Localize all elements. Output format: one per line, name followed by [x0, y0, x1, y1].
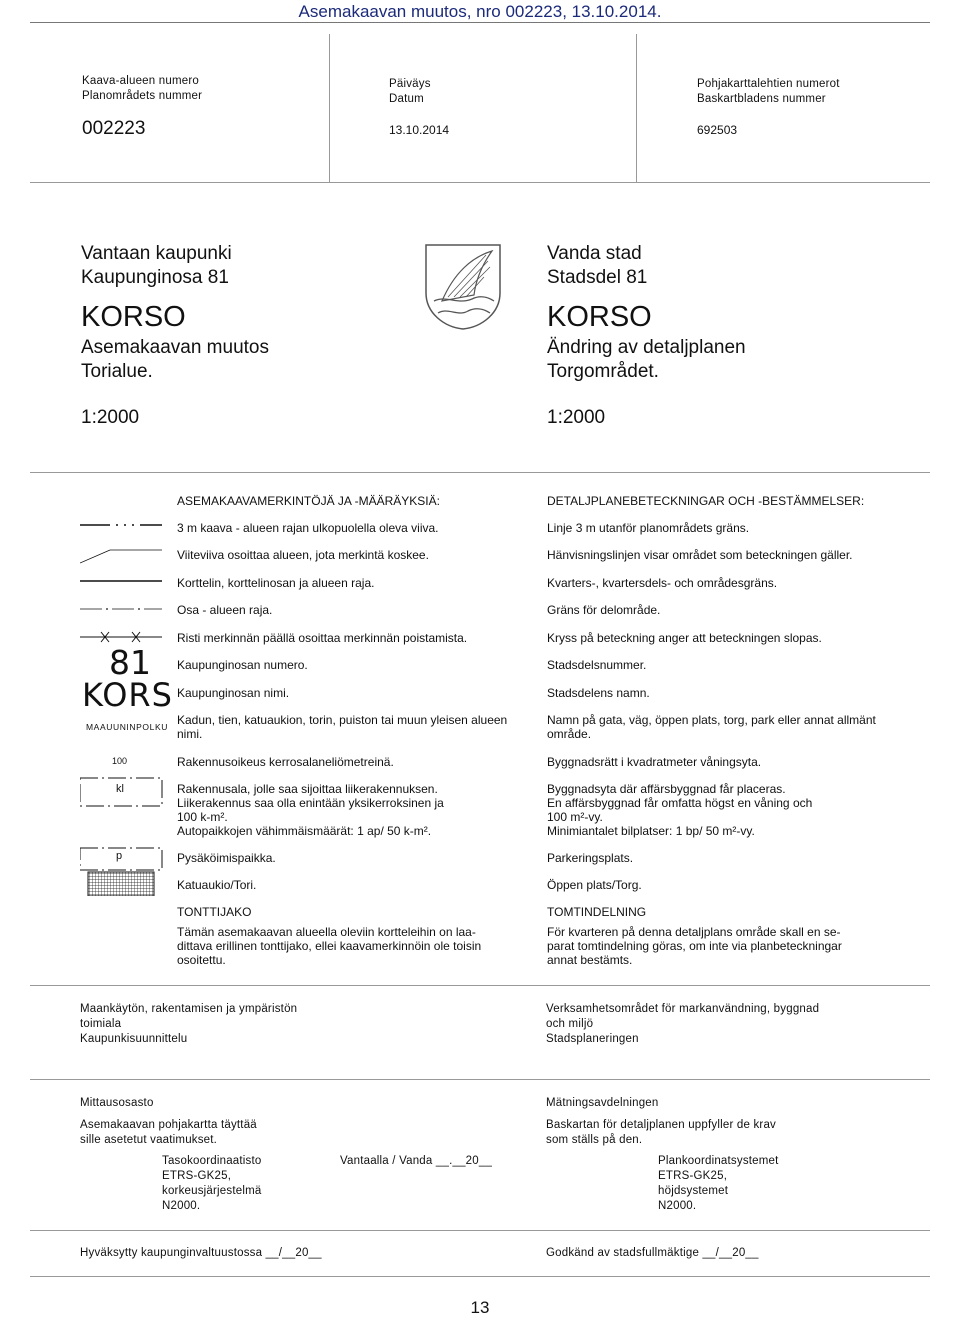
legend-item-fi: Korttelin, korttelinosan ja alueen raja.	[177, 576, 375, 590]
reference-line-symbol	[80, 550, 110, 563]
date-value: 13.10.2014	[389, 123, 450, 137]
legend-item-fi: Kaupunginosan numero.	[177, 658, 308, 672]
date-label: Päiväys Datum	[389, 78, 431, 105]
survey-heading-fi: Mittausosasto	[80, 1097, 154, 1109]
office-fi: Maankäytön, rakentamisen ja ympäristön toimiala Kaupunkisuunnittelu	[80, 1003, 298, 1045]
page-number: 13	[470, 1298, 490, 1317]
coat-of-arms-icon	[424, 243, 502, 331]
legend-item-sv: Stadsdelsnummer.	[547, 658, 647, 672]
header-rule	[30, 22, 930, 23]
area-number: 002223	[82, 118, 146, 139]
legend-item-fi: Osa - alueen raja.	[177, 603, 273, 617]
district-name-symbol: KORS	[82, 676, 173, 714]
legend-item-fi: Viiteviiva osoittaa alueen, jota merkintä koskee.	[177, 548, 429, 562]
section-rule	[30, 472, 930, 473]
plot-division-heading-fi: TONTTIJAKO	[177, 905, 252, 919]
office-sv: Verksamhetsområdet för markanvändning, byggnad och miljö Stadsplaneringen	[546, 1003, 820, 1045]
map-value: 692503	[697, 123, 738, 137]
plot-division-text-fi: Tämän asemakaavan alueella oleviin kortteleihin on laa- dittava erillinen tonttijako, ellei kaavamerkinnöin ole toisin osoitettu.	[177, 925, 482, 967]
legend-heading-sv: DETALJPLANEBETECKNINGAR OCH -BESTÄMMELSER:	[547, 494, 865, 508]
legend-item-sv: Kvarters-, kvartersdels- och områdesgräns.	[547, 576, 778, 590]
kl-label: kl	[116, 783, 124, 795]
legend-item-fi: Risti merkinnän päällä osoittaa merkinnän poistamista.	[177, 631, 468, 645]
legend-item-fi: Rakennusala, jolle saa sijoittaa liikerakennuksen. Liikerakennus saa olla enintään yksikerroksinen ja 100 k-m². Autopaikkojen vähimmäismäärät: 1 ap/ 50 k-m².	[177, 782, 444, 838]
legend-item-fi: Pysäköimispaikka.	[177, 851, 276, 865]
survey-coords-sv: Plankoordinatsystemet ETRS-GK25, höjdsystemet N2000.	[658, 1155, 779, 1212]
floor-area-symbol: 100	[112, 756, 128, 766]
section-rule	[30, 1230, 930, 1231]
legend-item-sv: Linje 3 m utanför planområdets gräns.	[547, 521, 750, 535]
divider	[329, 34, 330, 182]
legend-item-fi: 3 m kaava - alueen rajan ulkopuolella oleva viiva.	[177, 521, 439, 535]
area-label: Kaava-alueen numero Planområdets nummer	[82, 75, 203, 102]
survey-text-fi: Asemakaavan pohjakartta täyttää sille asetetut vaatimukset.	[80, 1119, 257, 1146]
street-name-symbol: MAAUUNINPOLKU	[86, 722, 168, 732]
legend-item-sv: Namn på gata, väg, öppen plats, torg, park eller annat allmänt område.	[547, 713, 876, 741]
legend-item-sv: Hänvisningslinjen visar området som beteckningen gäller.	[547, 548, 853, 562]
title-fi: Vantaan kaupunki Kaupunginosa 81 KORSO Asemakaavan muutos Torialue. 1:2000	[81, 243, 269, 428]
section-rule	[30, 985, 930, 986]
map-label: Pohjakarttalehtien numerot Baskartbladens nummer	[697, 78, 840, 105]
legend-item-fi: Kaupunginosan nimi.	[177, 686, 290, 700]
section-rule	[30, 1079, 930, 1080]
plot-division-heading-sv: TOMTINDELNING	[547, 905, 647, 919]
legend-heading-fi: ASEMAKAAVAMERKINTÖJÄ JA -MÄÄRÄYKSIÄ:	[177, 494, 440, 508]
district-number-symbol: 81	[109, 643, 151, 682]
section-rule	[30, 182, 930, 183]
legend-item-fi: Kadun, tien, katuaukion, torin, puiston tai muun yleisen alueen nimi.	[177, 713, 508, 741]
legend-item-sv: Kryss på beteckning anger att beteckningen slopas.	[547, 631, 822, 645]
p-label: p	[116, 850, 123, 862]
survey-heading-sv: Mätningsavdelningen	[546, 1097, 659, 1109]
section-rule	[30, 1276, 930, 1277]
legend-item-fi: Rakennusoikeus kerrosalaneliömetreinä.	[177, 755, 394, 769]
survey-coords-fi: Tasokoordinaatisto ETRS-GK25, korkeusjärjestelmä N2000.	[162, 1155, 262, 1212]
page-header: Asemakaavan muutos, nro 002223, 13.10.2014.	[298, 2, 662, 21]
legend-item-sv: Stadsdelens namn.	[547, 686, 650, 700]
survey-place: Vantaalla / Vanda __.__20__	[340, 1155, 493, 1167]
legend-item-fi: Katuaukio/Tori.	[177, 878, 257, 892]
legend-item-sv: Byggnadsrätt i kvadratmeter våningsyta.	[547, 755, 762, 769]
legend-item-sv: Gräns för delområde.	[547, 603, 661, 617]
approval-fi: Hyväksytty kaupunginvaltuustossa __/__20__	[80, 1247, 322, 1259]
plot-division-text-sv: För kvarteren på denna detaljplans område skall en se- parat tomtindelning göras, om inte via planbeteckningar annat bestämts.	[547, 925, 842, 967]
survey-text-sv: Baskartan för detaljplanen uppfyller de krav som ställs på den.	[546, 1119, 776, 1146]
title-sv: Vanda stad Stadsdel 81 KORSO Ändring av detaljplanen Torgområdet. 1:2000	[547, 243, 746, 428]
divider	[636, 34, 637, 182]
legend-item-sv: Byggnadsyta där affärsbyggnad får placeras. En affärsbyggnad får omfatta högst en våning och 100 m²-vy. Minimiantalet bilplatser: 1 bp/ 50 m²-vy.	[547, 782, 813, 838]
approval-sv: Godkänd av stadsfullmäktige __/__20__	[546, 1247, 759, 1259]
legend-item-sv: Parkeringsplats.	[547, 851, 634, 865]
square-hatch-symbol	[88, 872, 154, 896]
legend-item-sv: Öppen plats/Torg.	[547, 878, 642, 892]
